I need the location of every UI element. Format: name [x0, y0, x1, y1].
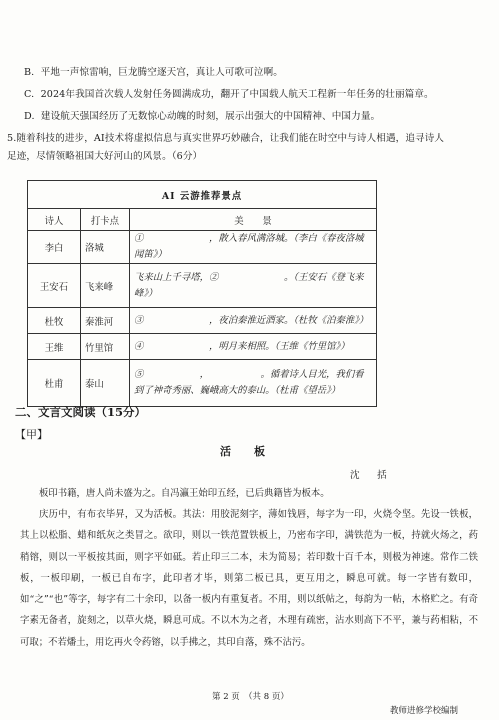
table-title: AI 云游推荐景点: [28, 181, 377, 209]
spot-cell: 秦淮河: [81, 308, 130, 334]
table-row: [28, 308, 377, 334]
table-row: [28, 334, 377, 360]
scenery-cell: 飞来山上千寻塔，② 。（王安石《登飞来峰》）: [130, 264, 377, 308]
spot-cell: 洛城: [81, 231, 130, 264]
table-row: [28, 264, 377, 308]
poet-cell: 杜甫: [28, 360, 81, 407]
option-c: C. 2024年我国首次载人发射任务圆满成功，翻开了中国载人航天工程新一年任务的壮丽篇章。: [24, 89, 434, 100]
poet-cell: 王维: [28, 334, 81, 360]
question-5-line-1: 5.随着科技的进步，AI技术将虚拟信息与真实世界巧妙融合，让我们能在时空中与诗人相遇，追寻诗人: [7, 133, 445, 144]
question-5-line-2: 足迹，尽情领略祖国大好河山的风景。（6分）: [7, 151, 203, 162]
poet-cell: 王安石: [28, 264, 81, 308]
spot-cell: 泰山: [81, 360, 130, 407]
section-heading: 二、文言文阅读（15分）: [15, 405, 147, 419]
page-number: 第 2 页 （共 8 页）: [212, 692, 289, 702]
passage-title: 活 板: [220, 445, 271, 458]
option-d: D. 建设航天强国经历了无数惊心动魄的时刻，展示出强大的中国精神、中国力量。: [24, 111, 381, 122]
spot-cell: 竹里馆: [81, 334, 130, 360]
poet-cell: 杜牧: [28, 308, 81, 334]
header-spot: 打卡点: [81, 209, 130, 231]
header-scenery: 美 景: [130, 209, 377, 231]
table-row: [28, 360, 377, 407]
scenery-cell: ④ ，明月来相照。（王维《竹里馆》）: [130, 334, 377, 360]
spot-cell: 飞来峰: [81, 264, 130, 308]
passage-author: 沈 括: [350, 470, 391, 481]
passage-paragraph-1: 板印书籍，唐人尚未盛为之。自冯瀛王始印五经，已后典籍皆为板本。: [39, 488, 330, 499]
passage-paragraph-2: 庆历中，有布衣毕昇，又为活板。其法：用胶泥刻字，薄如钱唇，每字为一印，火烧令坚。先设一铁板，其上以松脂、蜡和纸灰之类冒之。欲印，则以一铁范置铁板上，乃密布字印，满铁范为一板，持就火炀之，药稍镕，则以一平板按其面，则字平如砥。若止印三二本，未为简易；若印数十百千本，则极为神速。常作二铁板，一板印刷，一板已自布字，此印者才毕，则第二板已具，更互用之，瞬息可就。每一字皆有数印，如“之”“也”等字，每字有二十余印，以备一板内有重复者。不用，则以纸帖之，每韵为一帖，木格贮之。有奇字素无备者，旋刻之，以草火烧，瞬息可成。不以木为之者，木理有疏密，沾水则高下不平，兼与药相粘，不可取；不若燔土，用讫再火令药镕，以手拂之，其印自落，殊不沾污。: [20, 509, 478, 648]
scenery-cell: ⑤ ， 。循着诗人目光，我们看到了神奇秀丽、巍峨高大的泰山。（杜甫《望岳》）: [130, 360, 377, 407]
passage-tag: 【甲】: [15, 428, 48, 441]
scenery-cell: ③ ，夜泊秦淮近酒家。（杜牧《泊秦淮》）: [130, 308, 377, 334]
footer-credit: 教师进修学校编制: [390, 706, 459, 716]
ai-travel-table: [27, 180, 377, 407]
header-poet: 诗人: [28, 209, 81, 231]
poet-cell: 李白: [28, 231, 81, 264]
scenery-cell: ① ，散入春风满洛城。（李白《春夜洛城闻笛》）: [130, 231, 377, 264]
table-row: [28, 231, 377, 264]
option-b: B. 平地一声惊雷响，巨龙腾空逐天宫，真让人可歌可泣啊。: [24, 67, 283, 78]
